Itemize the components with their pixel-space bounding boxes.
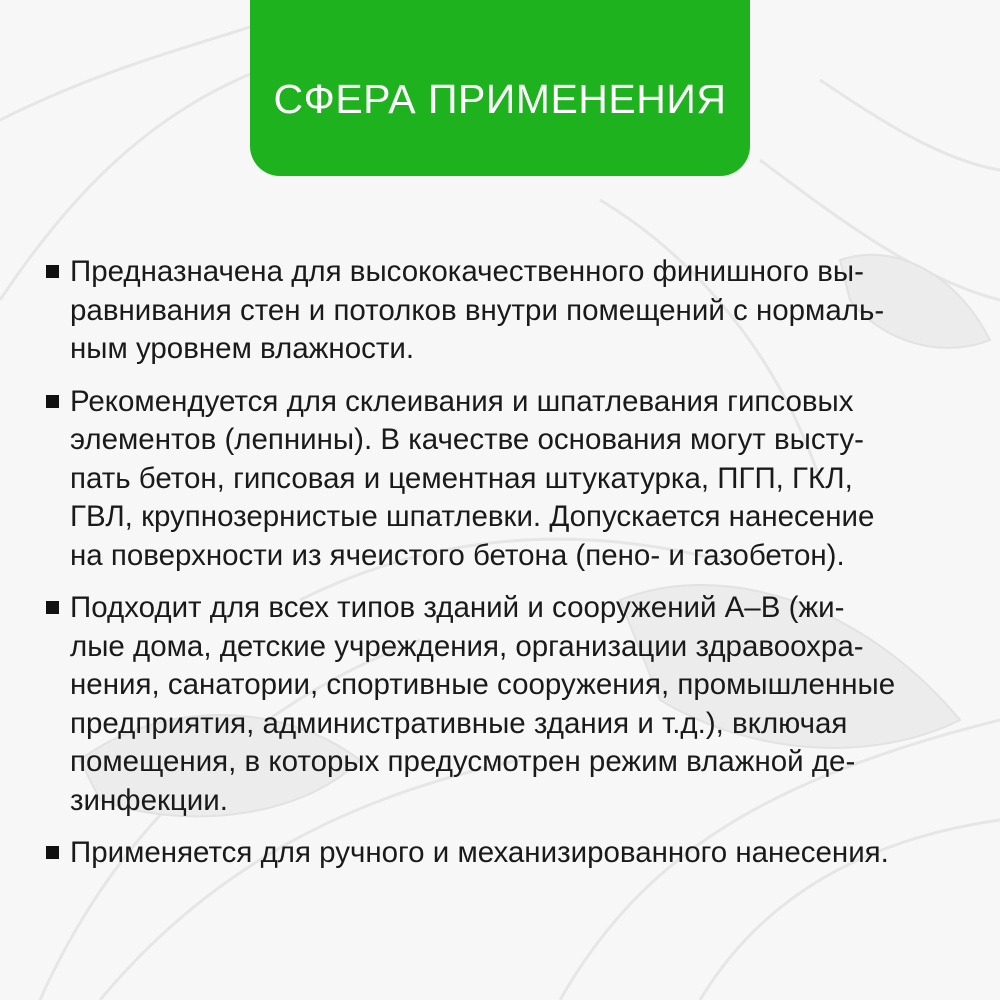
bullet-text: Подходит для всех типов зданий и сооружений А–В (жи- лые дома, детские учреждения, организации здравоохра- нения, санатории, спортивные сооружения, промышленные предприятия, административные здания и т.д.), включая помещения, в которых предусмотрен режим влажной де- зинфекции. — [70, 591, 896, 817]
bullet-square-icon — [46, 395, 59, 408]
bullet-text: Применяется для ручного и механизированного нанесения. — [70, 836, 889, 869]
list-item — [46, 253, 946, 369]
bullet-square-icon — [46, 601, 59, 614]
bullet-square-icon — [46, 265, 59, 278]
bullet-text: Предназначена для высококачественного финишного вы- равнивания стен и потолков внутри помещений с нормаль- ным уровнем влажности. — [70, 255, 885, 365]
bullet-square-icon — [46, 846, 59, 859]
list-item — [46, 383, 946, 576]
application-bullet-list — [46, 253, 946, 887]
bullet-text: Рекомендуется для склеивания и шпатлевания гипсовых элементов (лепнины). В качестве основания могут высту- пать бетон, гипсовая и цементная штукатурка, ПГП, ГКЛ, ГВЛ, крупнозернистые шпатлевки. Допускается нанесение на поверхности из ячеистого бетона (пено- и газобетон). — [70, 384, 875, 572]
page-title: СФЕРА ПРИМЕНЕНИЯ — [273, 75, 727, 122]
list-item — [46, 589, 946, 820]
header-banner — [250, 0, 750, 176]
list-item — [46, 834, 946, 873]
